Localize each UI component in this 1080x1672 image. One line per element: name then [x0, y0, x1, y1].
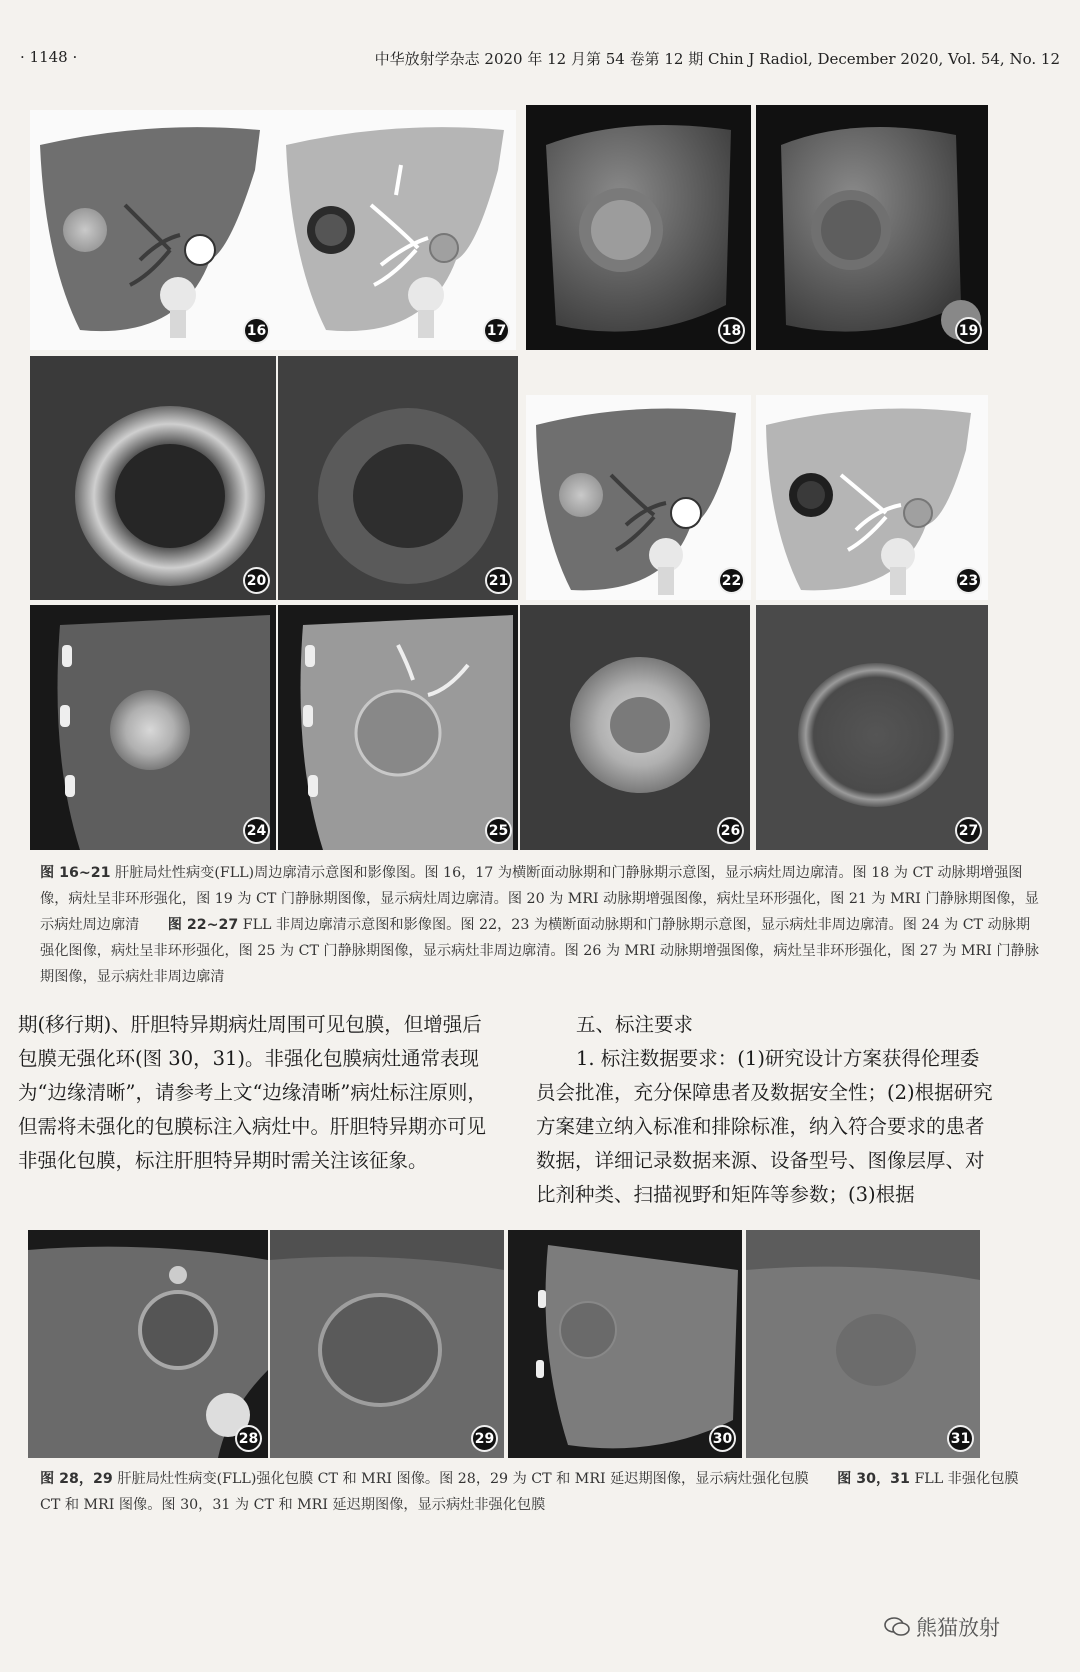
watermark [884, 1612, 1000, 1642]
figure-19-ct-portal [756, 105, 988, 350]
figure-number: 25 [485, 817, 512, 844]
figure-number: 22 [718, 567, 745, 594]
figure-24-ct-arterial [30, 605, 276, 850]
caption-label: 图 28，29 [40, 1471, 113, 1487]
figure-number: 29 [471, 1425, 498, 1452]
figure-16-diagram [30, 110, 276, 350]
caption-text: 肝脏局灶性病变(FLL)强化包膜 CT 和 MRI 图像。图 28，29 为 CT 和 MRI 延迟期图像，显示病灶强化包膜 [112, 1471, 838, 1487]
figure-31-mri-delayed [746, 1230, 980, 1458]
caption-text: 肝脏局灶性病变(FLL)周边廓清示意图和影像图。图 16，17 为横断面动脉期和门静脉期示意图，显示病灶周边廓清。图 18 为 CT 动脉期增强图像，病灶呈非环形强化，图 19 为 CT 门静脉期图像，显示病灶周边廓清。图 20 为 MRI 动脉期增强图像，病灶呈环形强化，图 21 为 MRI 门静脉期图像，显示病灶周边廓清 [40, 865, 1039, 933]
figure-27-mri-portal [756, 605, 988, 850]
figure-22-diagram [526, 395, 751, 600]
figure-number: 18 [718, 317, 745, 344]
figure-number: 26 [717, 817, 744, 844]
figure-caption-28-31 [40, 1466, 1040, 1518]
journal-header: 中华放射学杂志 2020 年 12 月第 54 卷第 12 期 Chin J Radiol, December 2020, Vol. 54, No. 12 [374, 50, 1060, 68]
page-number: · 1148 · [20, 48, 78, 66]
page-header [20, 48, 1060, 70]
figure-25-ct-portal [278, 605, 518, 850]
caption-label: 图 22~27 [167, 917, 239, 933]
figure-number: 28 [235, 1425, 262, 1452]
paragraph: 期(移行期)、肝胆特异期病灶周围可见包膜，但增强后包膜无强化环(图 30，31)。非强化包膜病灶通常表现为“边缘清晰”，请参考上文“边缘清晰”病灶标注原则，但需将未强化的包膜标注入病灶中。肝胆特异期亦可见非强化包膜，标注肝胆特异期时需关注该征象。 [18, 1013, 487, 1172]
figure-number: 20 [243, 567, 270, 594]
figure-number: 30 [709, 1425, 736, 1452]
figure-number: 17 [483, 317, 510, 344]
figure-29-mri-delayed [270, 1230, 504, 1458]
paragraph: 1. 标注数据要求：(1)研究设计方案获得伦理委员会批准，充分保障患者及数据安全性；(2)根据研究方案建立纳入标准和排除标准，纳入符合要求的患者数据，详细记录数据来源、设备型号、图像层厚、对比剂种类、扫描视野和矩阵等参数；(3)根据 [536, 1047, 993, 1206]
figure-caption-16-27 [40, 860, 1040, 990]
figure-number: 21 [485, 567, 512, 594]
figure-30-ct-delayed [508, 1230, 742, 1458]
body-text-left [18, 1008, 500, 1178]
figure-number: 23 [955, 567, 982, 594]
figure-28-ct-delayed [28, 1230, 268, 1458]
body-text-right [536, 1008, 998, 1212]
figure-number: 19 [955, 317, 982, 344]
caption-text: FLL 非周边廓清示意图和影像图。图 22，23 为横断面动脉期和门静脉期示意图，显示病灶非周边廓清。图 24 为 CT 动脉期强化图像，病灶呈非环形强化，图 25 为 CT 门静脉期图像，显示病灶非周边廓清。图 26 为 MRI 动脉期增强图像，病灶呈非环形强化，图 27 为 MRI 门静脉期图像，显示病灶非周边廓清 [40, 917, 1039, 985]
figure-number: 24 [243, 817, 270, 844]
figure-21-mri-portal [278, 356, 518, 600]
figure-18-ct-arterial [526, 105, 751, 350]
watermark-text: 熊猫放射 [916, 1616, 1000, 1640]
caption-label: 图 16~21 [40, 865, 111, 881]
figure-number: 16 [243, 317, 270, 344]
caption-label: 图 30，31 [837, 1471, 910, 1487]
figure-20-mri-arterial [30, 356, 276, 600]
caption-text: FLL 非强化包膜 CT 和 MRI 图像。图 30，31 为 CT 和 MRI 延迟期图像，显示病灶非强化包膜 [40, 1471, 1019, 1513]
section-heading: 五、标注要求 [576, 1013, 694, 1036]
wechat-icon [884, 1617, 910, 1637]
figure-23-diagram [756, 395, 988, 600]
figure-number: 27 [955, 817, 982, 844]
figure-number: 31 [947, 1425, 974, 1452]
figure-17-diagram [276, 110, 516, 350]
figure-26-mri-arterial [520, 605, 750, 850]
